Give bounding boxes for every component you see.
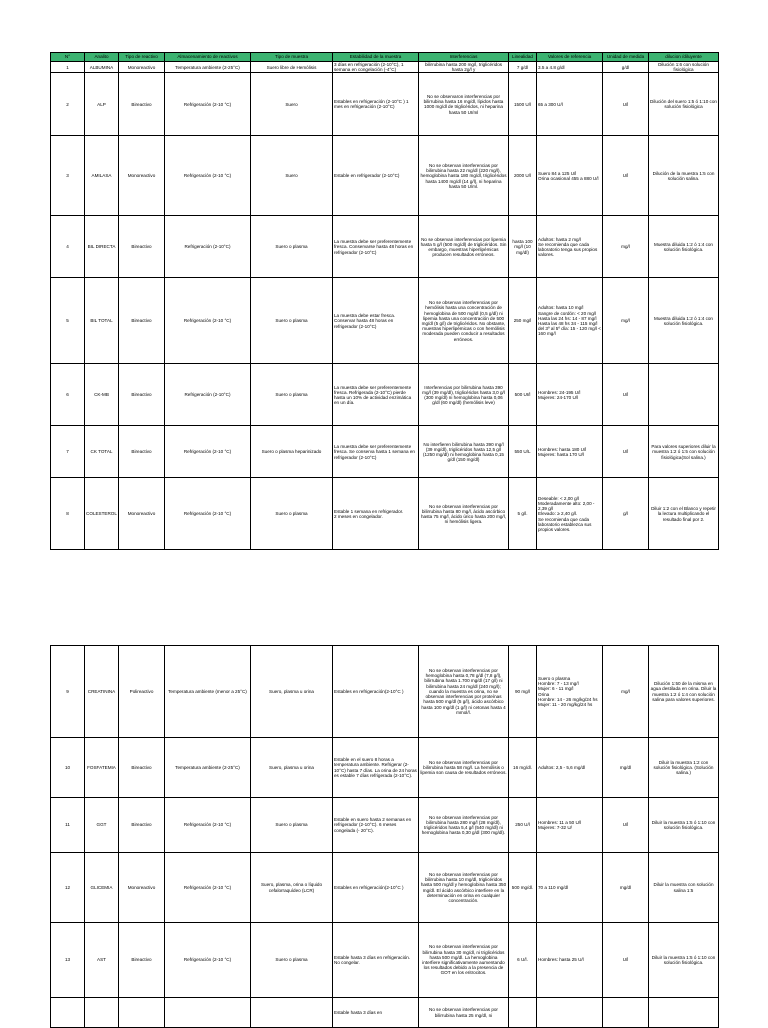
cell-n: 10 [51, 738, 85, 798]
cell-estab: La muestra debe estar fresca. Conservar hasta 48 horas en refrigerador (2-10°C) [333, 278, 419, 364]
cell-estab: Estables en refrigeración(2-10°C ) [333, 853, 419, 923]
cell-almac: Refrigeración (2-10°C) [165, 364, 251, 426]
cell-unidad [603, 998, 649, 1028]
cell-analito: GLICEMIA [85, 853, 119, 923]
cell-interf: No se observan interferencias por lipemia hasta 5 g/l (500 mg/dl) de triglicéridos. Sin embargo, muestras hiperlipémicas producen resultados erróneos. [419, 216, 509, 278]
cell-interf: No se observan interferencias por bilirrubina hasta 80 mg/l, ácido ascórbico hasta 75 mg/l, ácido úrico hasta 200 mg/l, ni hemólisis ligera. [419, 478, 509, 550]
cell-almac: Refrigeración (2-10 °C) [165, 73, 251, 136]
cell-n [51, 998, 85, 1028]
cell-muestra: Suero, plasma u orina [251, 738, 333, 798]
cell-analito: GGT [85, 798, 119, 853]
cell-reactivo: Monoreactivo [119, 136, 165, 216]
cell-ref [537, 998, 603, 1028]
table-row [51, 853, 719, 923]
cell-almac: Refrigeración (2-10 °C) [165, 853, 251, 923]
cell-ref: Adultos: hasta 10 mg/l Sangre de cordón: < 20 mg/l Hasta las 24 hs: 14 - 87 mg/l Hasta las 48 hs 34 - 115 mg/l del 3º al 5º día: 15 - 120 mg/l < 160 mg/l [537, 278, 603, 364]
cell-reactivo: Bireactivo [119, 923, 165, 998]
cell-estab: La muestra debe ser preferentemente fresca. Conservarse hasta 48 horas en refrigerador (2-10°C) [333, 216, 419, 278]
cell-estab: 3 días en refrigeración (2-10°C), 1 semana en congelación (-4°C) [333, 62, 419, 73]
cell-dil: Dilución de la muestra 1:5 con solución salina. [649, 136, 719, 216]
cell-n: 5 [51, 278, 85, 364]
cell-unidad: mg/dl [603, 853, 649, 923]
cell-ref: Hombres: 24-195 U/l Mujeres: 24-170 U/l [537, 364, 603, 426]
header-row [51, 53, 719, 62]
cell-ref: 65 a 300 U/l [537, 73, 603, 136]
cell-unidad: U/l [603, 73, 649, 136]
cell-interf: No interfieren bilirrubina hasta 390 mg/l (39 mg/dl), triglicéridos hasta 12,5 g/l (1250 mg/dl) ni hemoglobina hasta 0,15 g/dl (150 mg/dl) [419, 426, 509, 478]
cell-ref: Deseable: < 2,00 g/l Moderadamente alto: 2,00 - 2,39 g/l Elevado: ≥ 2,40 g/l. Se recomienda que cada laboratorio establezca sus propios valores. [537, 478, 603, 550]
cell-estab: La muestra debe ser preferentemente fresca. Se conserva hasta 1 semana en refrigerador (2-10°C) [333, 426, 419, 478]
cell-lin: hasta 100 mg/l (10 mg/dl) [509, 216, 537, 278]
cell-reactivo: Bireactivo [119, 738, 165, 798]
cell-interf: No se observan interferencias por bilirrubina hasta 58 mg/l. La hemólisis o lipemia son causa de resultados erróneos. [419, 738, 509, 798]
cell-lin: 500 UI/l [509, 364, 537, 426]
cell-reactivo: Polireactivo [119, 646, 165, 738]
cell-muestra: Suero o plasma [251, 216, 333, 278]
cell-estab: Estable en suero hasta 2 semanas en refrigerador (2-10°C). 6 meses congelada (- 20°C). [333, 798, 419, 853]
column-header: Tipo de reactivo [119, 53, 165, 62]
cell-analito: CREATININA [85, 646, 119, 738]
cell-reactivo: Bireactivo [119, 798, 165, 853]
cell-muestra: Suero, plasma u orina [251, 646, 333, 738]
cell-analito: BIL DIRECTA [85, 216, 119, 278]
cell-dil: Diluir la muestra 1:5 ó 1:10 con solución fisiológica. [649, 798, 719, 853]
cell-ref: 3.5 a 4.8 g/dl [537, 62, 603, 73]
column-header: Almacenamiento de reactivos [165, 53, 251, 62]
cell-muestra: Suero o plasma [251, 923, 333, 998]
cell-n: 2 [51, 73, 85, 136]
cell-muestra: Suero libre de Hemólisis [251, 62, 333, 73]
cell-n: 1 [51, 62, 85, 73]
cell-lin: 250 mg/l [509, 278, 537, 364]
cell-lin: 500 mg/dl. [509, 853, 537, 923]
cell-n: 13 [51, 923, 85, 998]
cell-dil: Diluir la muestra 1:2 con solución fisiológica. (Solución salina.) [649, 738, 719, 798]
cell-muestra: Suero [251, 73, 333, 136]
cell-almac [165, 998, 251, 1028]
cell-interf: No se observan interferencias por hemólisis hasta una concentración de hemoglobina de 500 mg/dl (0,5 g/dl) ni lipemia hasta una concentración de 500 mg/dl (5 g/l) de triglicéridos. No obstante, muestras hiperlipémicas o con hemólisis moderada pueden conducir a resultados erróneos. [419, 278, 509, 364]
cell-lin: 5 g/l. [509, 478, 537, 550]
cell-interf: No se observan interferencias por bilirrubina hasta 280 mg/l (28 mg/dl), triglicéridos hasta 5,4 g/l (540 mg/dl) ni hemoglobina hasta 0,30 g/dl (300 mg/dl). [419, 798, 509, 853]
cell-analito: CK TOTAL [85, 426, 119, 478]
cell-dil: Diluir 1:2 con el Blanco y repetir la lectura multiplicando el resultado final por 2. [649, 478, 719, 550]
cell-n: 12 [51, 853, 85, 923]
cell-muestra: Suero o plasma [251, 364, 333, 426]
cell-reactivo [119, 998, 165, 1028]
cell-reactivo: Monoreactivo [119, 853, 165, 923]
cell-lin: 90 mg/l [509, 646, 537, 738]
table-body [51, 62, 719, 550]
cell-unidad: g/dl [603, 62, 649, 73]
cell-n: 3 [51, 136, 85, 216]
cell-analito: ALP [85, 73, 119, 136]
cell-dil: Dilución del suero 1:5 ó 1:10 con solución fisiológica [649, 73, 719, 136]
cell-lin: 6 U/l. [509, 923, 537, 998]
cell-unidad: U/l [603, 364, 649, 426]
table-row [51, 62, 719, 73]
cell-almac: Refrigeración (2-10 °C) [165, 798, 251, 853]
cell-n: 11 [51, 798, 85, 853]
cell-estab: La muestra debe ser preferentemente fresca. Refrigerada (2-10°C) pierde hasta un 10% de actividad enzimática en un día. [333, 364, 419, 426]
cell-dil: Para valores superiores diluir la muestra 1:2 ó 1:5 con solución fisiológica(Sol salina.) [649, 426, 719, 478]
cell-estab: Estable hasta 3 días en [333, 998, 419, 1028]
column-header: Linealidad [509, 53, 537, 62]
cell-interf: No se observan interferencias por bilirrubina hasta 10 mg/dl, triglicéridos hasta 500 mg/dl y hemoglobina hasta 350 mg/dl. El ácido ascórbico interfiere en la determinación en orina en cualquier concentración. [419, 853, 509, 923]
cell-almac: Refrigeración (2-10 °C) [165, 278, 251, 364]
table-row [51, 738, 719, 798]
table-row [51, 73, 719, 136]
cell-muestra: Suero o plasma [251, 478, 333, 550]
cell-almac: Refrigeración (2-10 °C) [165, 478, 251, 550]
cell-n: 9 [51, 646, 85, 738]
cell-dil [649, 998, 719, 1028]
cell-analito: AMILASA [85, 136, 119, 216]
cell-almac: Temperatura ambiente (menor a 25°C) [165, 646, 251, 738]
cell-lin: 2000 U/l [509, 136, 537, 216]
cell-muestra: Suero, plasma, orina o líquido cefalorraquídeo (LCR) [251, 853, 333, 923]
table-row [51, 998, 719, 1028]
cell-reactivo: Bireactivo [119, 364, 165, 426]
cell-dil: Dilución 1:50 de la misma en agua destilada en orina. Diluir la muestra 1:2 ó 1:4 con solución salina para valores superiores. [649, 646, 719, 738]
cell-analito: BIL TOTAL [85, 278, 119, 364]
cell-unidad: U/l [603, 136, 649, 216]
cell-reactivo: Bireactivo [119, 278, 165, 364]
cell-analito: AST [85, 923, 119, 998]
cell-lin: 16 mg/dl. [509, 738, 537, 798]
cell-interf: No se observan interferencias por bilirrubina hasta 22 mg/dl (220 mg/l), hemoglobina hasta 180 mg/dl, triglicéridos hasta 1400 mg/dl (14 g/l), ni heparina hasta 50 U/ml. [419, 136, 509, 216]
cell-estab: Estables en refrigeración(2-10°C ) [333, 646, 419, 738]
cell-interf: bilirrubina hasta 200 mg/l, triglicéridos hasta 2g/l y [419, 62, 509, 73]
cell-ref: Suero o plasma Hombre: 7 - 13 mg/l Mujer: 6 - 11 mg/l Orina Hombre: 14 - 26 mg/kg/24 hs Mujer: 11 - 20 mg/kg/24 hs [537, 646, 603, 738]
cell-unidad: U/l [603, 426, 649, 478]
cell-muestra: Suero o plasma [251, 278, 333, 364]
table-row [51, 798, 719, 853]
table-row [51, 646, 719, 738]
cell-analito: CK-MB [85, 364, 119, 426]
cell-ref: Hombres: 11 a 50 U/l Mujeres: 7-32 U/ [537, 798, 603, 853]
cell-ref: Suero 84 a 125 U/l Orina ocasional 455 a 880 U/l [537, 136, 603, 216]
reagent-table-top [50, 52, 719, 550]
column-header: Estabilidad de la muestra [333, 53, 419, 62]
cell-almac: Refrigeración (2-10°C) [165, 216, 251, 278]
cell-reactivo: Monoreactivo [119, 478, 165, 550]
reagent-table-bottom [50, 645, 719, 1028]
cell-ref: Hombres: hasta 25 U/l [537, 923, 603, 998]
cell-muestra: Suero o plasma [251, 798, 333, 853]
table-row [51, 136, 719, 216]
cell-almac: Refrigeración (2-10 °C) [165, 136, 251, 216]
cell-unidad: mg/l [603, 216, 649, 278]
cell-interf: No se observan interferencias por bilirrubina hasta 30 mg/dl, ni triglicéridos hasta 500 mg/dl. La hemoglobina interfiere significativamente aumentando los resultados debido a la presencia de GOT en los eritrocitos. [419, 923, 509, 998]
table-row [51, 364, 719, 426]
cell-lin: 1500 U/l [509, 73, 537, 136]
cell-ref: Adultos: 2,5 - 5,6 mg/dl [537, 738, 603, 798]
cell-interf: Interferencias por bilirrubina hasta 390 mg/l (39 mg/dl), triglicéridos hasta 3,0 g/l (300 mg/dl) ni hemoglobina hasta 0,06 g/dl (60 mg/dl) (hemólisis leve) [419, 364, 509, 426]
cell-dil: Muestra diluida 1:2 ó 1:4 con solución fisiológica. [649, 216, 719, 278]
cell-analito: COLESTEROL [85, 478, 119, 550]
table-body [51, 646, 719, 1028]
cell-ref: Adultos: hasta 2 mg/l Se recomienda que cada laboratorio tenga sus propios valores. [537, 216, 603, 278]
cell-lin: 7 g/dl [509, 62, 537, 73]
cell-ref: Hombres: hasta 180 U/l Mujeres: hasta 170 U/l [537, 426, 603, 478]
column-header: Unidad de medida [603, 53, 649, 62]
column-header: N° [51, 53, 85, 62]
table-row [51, 923, 719, 998]
cell-reactivo: Bireactivo [119, 216, 165, 278]
table-row [51, 278, 719, 364]
cell-interf: No se observan interferencias por bilirrubina hasta 25 mg/dl, ni [419, 998, 509, 1028]
cell-interf: No se observaron interferencias por bilirrubina hasta 16 mg/dl, lípidos hasta 1000 mg/dl de triglicéridos, ni heparina hasta 50 UI/ml [419, 73, 509, 136]
cell-ref: 70 a 110 mg/dl [537, 853, 603, 923]
column-header: Analito [85, 53, 119, 62]
cell-dil: Dilución 1:6 con solución fisiológica [649, 62, 719, 73]
column-header: Tipo de muestra [251, 53, 333, 62]
cell-estab: Estable 1 semana en refrigerador. 2 meses en congelador. [333, 478, 419, 550]
cell-almac: Temperatura ambiente (2-25°C) [165, 738, 251, 798]
cell-dil: Muestra diluida 1:2 ó 1:4 con solución fisiológica. [649, 278, 719, 364]
cell-unidad: mg/l [603, 278, 649, 364]
cell-dil: Diluir la muestra con solución salina 1:5 [649, 853, 719, 923]
cell-reactivo: Monoreactivo [119, 62, 165, 73]
cell-analito: FOSFATEMIA [85, 738, 119, 798]
cell-unidad: mg/l [603, 646, 649, 738]
cell-n: 4 [51, 216, 85, 278]
table-row [51, 478, 719, 550]
cell-unidad: U/l [603, 923, 649, 998]
cell-almac: Refrigeración (2-10 °C) [165, 923, 251, 998]
cell-muestra [251, 998, 333, 1028]
cell-dil [649, 364, 719, 426]
cell-unidad: g/l [603, 478, 649, 550]
cell-n: 8 [51, 478, 85, 550]
cell-reactivo: Bireactivo [119, 73, 165, 136]
cell-dil: Diluir la muestra 1:5 ó 1:10 con solución fisiológica. [649, 923, 719, 998]
cell-muestra: Suero o plasma heparinizado [251, 426, 333, 478]
column-header: Valores de referencia [537, 53, 603, 62]
cell-n: 7 [51, 426, 85, 478]
cell-reactivo: Bireactivo [119, 426, 165, 478]
cell-lin [509, 998, 537, 1028]
cell-lin: 250 U/l [509, 798, 537, 853]
cell-almac: Refrigeración (2-10 °C) [165, 426, 251, 478]
cell-almac: Temperatura ambiente (2-25°C) [165, 62, 251, 73]
cell-estab: Estable en refrigerador (2-10°C) [333, 136, 419, 216]
cell-unidad: mg/dl [603, 738, 649, 798]
table-row [51, 216, 719, 278]
cell-interf: No se observan interferencias por hemoglobina hasta 0,78 g/dl (7,8 g/l), bilirrubina hasta 1.700 mg/dl (17 g/l) ni bilirrubina hasta 24 mg/dl (240 mg/l); cuando la muestra es orina, no se observan interferencias por proteínas hasta 500 mg/dl (5 g/l), ácido ascórbico hasta 100 mg/dl (1 g/l) ni cetonas hasta 4 mmol/l. [419, 646, 509, 738]
cell-analito [85, 998, 119, 1028]
cell-estab: Estable hasta 3 días en refrigeración. No congelar. [333, 923, 419, 998]
cell-analito: ALBUMINA [85, 62, 119, 73]
cell-lin: 550 U/L [509, 426, 537, 478]
cell-muestra: Suero [251, 136, 333, 216]
cell-unidad: U/l [603, 798, 649, 853]
column-header: dilucion /diluyente [649, 53, 719, 62]
table-row [51, 426, 719, 478]
cell-n: 6 [51, 364, 85, 426]
cell-estab: Estable en el suero 8 horas a temperatura ambiente. Refrigerar (2-10°C) hasta 7 días. La orina de 24 horas es estable 7 días refrigerada (2-10°C). [333, 738, 419, 798]
cell-estab: Estables en refrigeración (2-10°C ) 1 mes en refrigeración (2-10°C) [333, 73, 419, 136]
column-header: Interferencias [419, 53, 509, 62]
